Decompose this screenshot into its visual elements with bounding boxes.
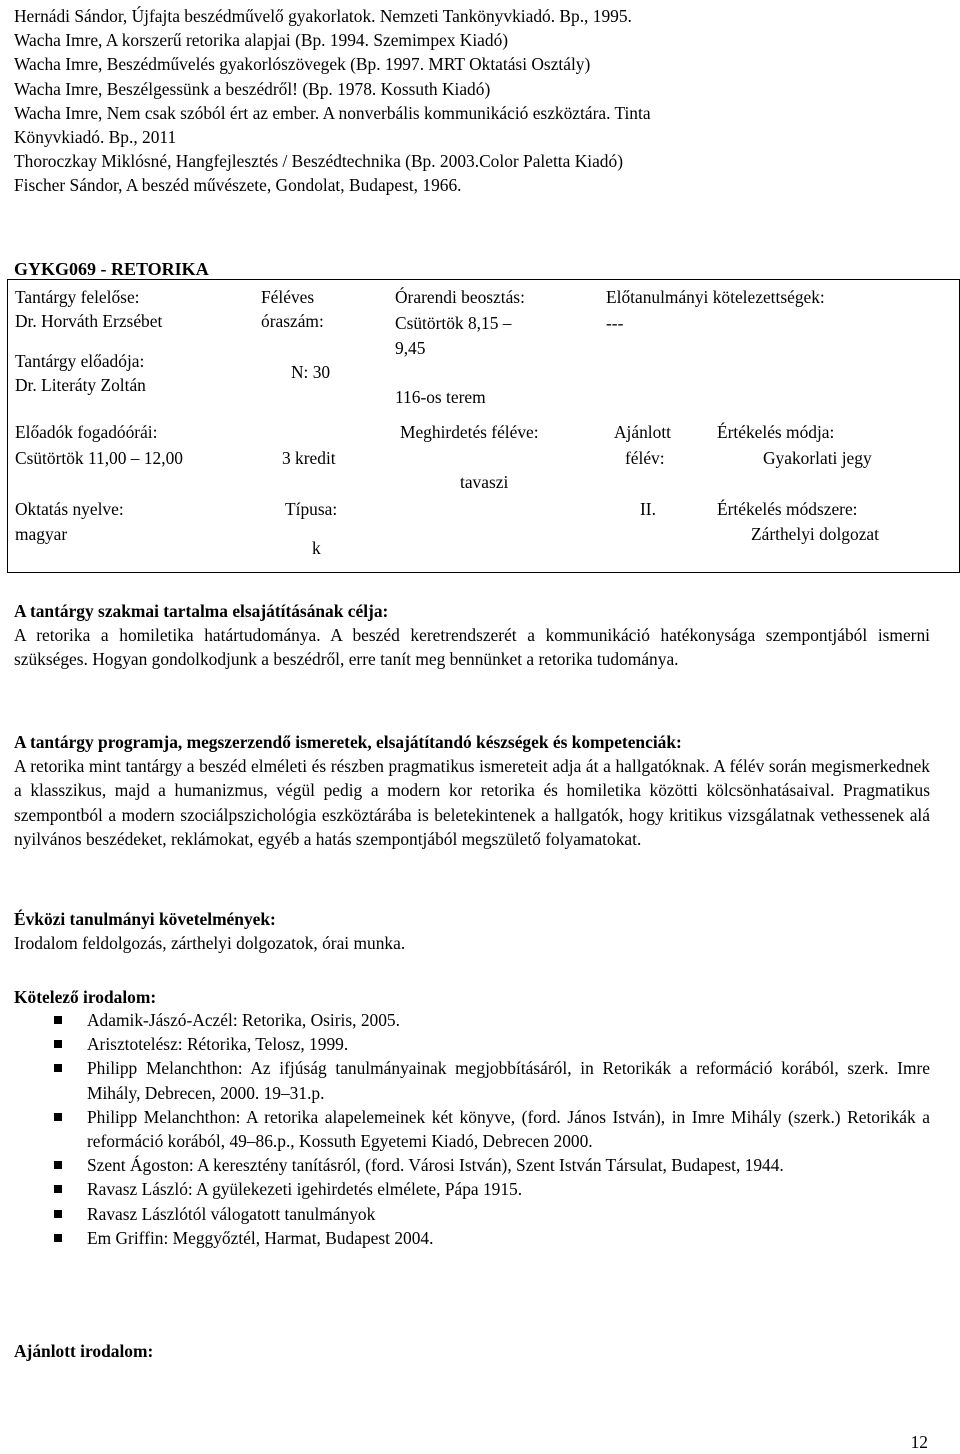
square-bullet-icon (54, 1161, 62, 1169)
responsible-value: Dr. Horváth Erzsébet (15, 311, 163, 331)
list-item: Szent Ágoston: A keresztény tanításról, (ford. Városi István), Szent István Társulat, Budapest, 1944. (14, 1153, 930, 1177)
office-hours-label: Előadók fogadóórái: (15, 422, 158, 442)
lecturer-label: Tantárgy előadója: (15, 351, 145, 371)
schedule-line-2: 9,45 (395, 338, 426, 358)
program-text: A retorika mint tantárgy a beszéd elméleti és részben pragmatikus ismereteit adja át a hallgatóknak. A félév során megismerkednek a klasszikus, majd a humanizmus, végül pedig a modern kor retorika és homiletika közötti kölcsönhatásaival. Pragmatikus szempontból a modern szociálpszichológia eszköztárába is beletekintenek a hallgatók, hogy kritikus vizsgálatnak vethessenek alá nyilvános beszédeket, reklámokat, egyéb a hatás szempontjából megszülető folyamatokat. (14, 756, 930, 849)
list-item: Arisztotelész: Rétorika, Telosz, 1999. (14, 1032, 930, 1056)
eval-method-label: Értékelés módszere: (717, 499, 858, 519)
hours-label-2: óraszám: (261, 311, 324, 331)
bib-line: Könyvkiadó. Bp., 2011 (14, 126, 177, 147)
office-hours-value: Csütörtök 11,00 – 12,00 (15, 448, 183, 468)
list-item: Philipp Melanchthon: A retorika alapelemeinek két könyve, (ford. János István), in Imre Mihály (szerk.) Retorikák a reformáció korából, 49–86.p., Kossuth Egyetemi Kiadó, Debrecen 2000. (14, 1105, 930, 1153)
list-item: Philipp Melanchthon: Az ifjúság tanulmányainak megjobbításáról, in Retorikák a reformáció korából, szerk. Imre Mihály, Debrecen, 2000. 19–31.p. (14, 1056, 930, 1104)
aim-section (14, 599, 930, 672)
type-value: k (312, 538, 321, 558)
required-reading-section (14, 985, 930, 1009)
list-item: Ravasz Lászlótól válogatott tanulmányok (14, 1202, 930, 1226)
recommended-reading-heading: Ajánlott irodalom: (14, 1341, 154, 1361)
square-bullet-icon (54, 1210, 62, 1218)
square-bullet-icon (54, 1185, 62, 1193)
schedule-line-1: Csütörtök 8,15 – (395, 313, 512, 333)
hours-value: N: 30 (291, 362, 331, 382)
schedule-label: Órarendi beosztás: (395, 287, 525, 307)
lecturer-value: Dr. Literáty Zoltán (15, 375, 146, 395)
responsible-label: Tantárgy felelőse: (15, 287, 140, 307)
bib-line: Wacha Imre, Nem csak szóból ért az ember. A nonverbális kommunikáció eszköztára. Tinta (14, 102, 651, 123)
language-value: magyar (15, 524, 68, 544)
square-bullet-icon (54, 1016, 62, 1024)
program-heading: A tantárgy programja, megszerzendő ismeretek, elsajátítandó készségek és kompetenciák: (14, 732, 682, 752)
eval-mode-value: Gyakorlati jegy (763, 448, 872, 468)
course-code: GYKG069 - RETORIKA (14, 259, 209, 279)
course-info-box (7, 279, 960, 573)
requirements-heading: Évközi tanulmányi követelmények: (14, 909, 276, 929)
required-reading-list (14, 1008, 930, 1250)
requirements-text: Irodalom feldolgozás, zárthelyi dolgozatok, órai munka. (14, 933, 406, 954)
announced-value: tavaszi (460, 472, 509, 492)
eval-mode-label: Értékelés módja: (717, 422, 835, 442)
aim-heading: A tantárgy szakmai tartalma elsajátításának célja: (14, 601, 389, 621)
language-label: Oktatás nyelve: (15, 499, 124, 519)
bib-line: Thoroczkay Miklósné, Hangfejlesztés / Beszédtechnika (Bp. 2003.Color Paletta Kiadó) (14, 151, 623, 172)
recommended-label-1: Ajánlott (614, 422, 671, 442)
program-section (14, 730, 930, 851)
bib-line: Fischer Sándor, A beszéd művészete, Gondolat, Budapest, 1966. (14, 175, 462, 196)
hours-label-1: Féléves (261, 287, 315, 307)
recommended-reading-section (14, 1339, 930, 1363)
prereq-value: --- (606, 313, 624, 333)
square-bullet-icon (54, 1040, 62, 1048)
bib-line: Wacha Imre, Beszélgessünk a beszédről! (Bp. 1978. Kossuth Kiadó) (14, 78, 491, 99)
room-value: 116-os terem (395, 387, 486, 407)
type-label: Típusa: (285, 499, 338, 519)
list-item: Em Griffin: Meggyőztél, Harmat, Budapest 2004. (14, 1226, 930, 1250)
page-number: 12 (910, 1432, 928, 1452)
aim-text: A retorika a homiletika határtudománya. A beszéd keretrendszerét a kommunikáció hatékonysága szempontjából ismerni szükséges. Hogyan gondolkodjunk a beszédről, erre tanít meg bennünket a retorika tudománya. (14, 625, 930, 670)
square-bullet-icon (54, 1234, 62, 1242)
list-item: Ravasz László: A gyülekezeti igehirdetés elmélete, Pápa 1915. (14, 1177, 930, 1201)
eval-method-value: Zárthelyi dolgozat (751, 524, 879, 544)
square-bullet-icon (54, 1064, 62, 1072)
required-reading-heading: Kötelező irodalom: (14, 987, 157, 1007)
bibliography-top (14, 4, 651, 198)
bib-line: Wacha Imre, A korszerű retorika alapjai (Bp. 1994. Szemimpex Kiadó) (14, 30, 509, 51)
recommended-label-2: félév: (625, 448, 665, 468)
announced-label: Meghirdetés féléve: (400, 422, 539, 442)
prereq-label: Előtanulmányi kötelezettségek: (606, 287, 825, 307)
list-item: Adamik-Jászó-Aczél: Retorika, Osiris, 2005. (14, 1008, 930, 1032)
bib-line: Wacha Imre, Beszédművelés gyakorlószövegek (Bp. 1997. MRT Oktatási Osztály) (14, 54, 591, 75)
requirements-section (14, 907, 930, 955)
square-bullet-icon (54, 1113, 62, 1121)
bib-line: Hernádi Sándor, Újfajta beszédművelő gyakorlatok. Nemzeti Tankönyvkiadó. Bp., 1995. (14, 6, 632, 26)
recommended-value: II. (640, 499, 656, 519)
credits-value: 3 kredit (282, 448, 336, 468)
